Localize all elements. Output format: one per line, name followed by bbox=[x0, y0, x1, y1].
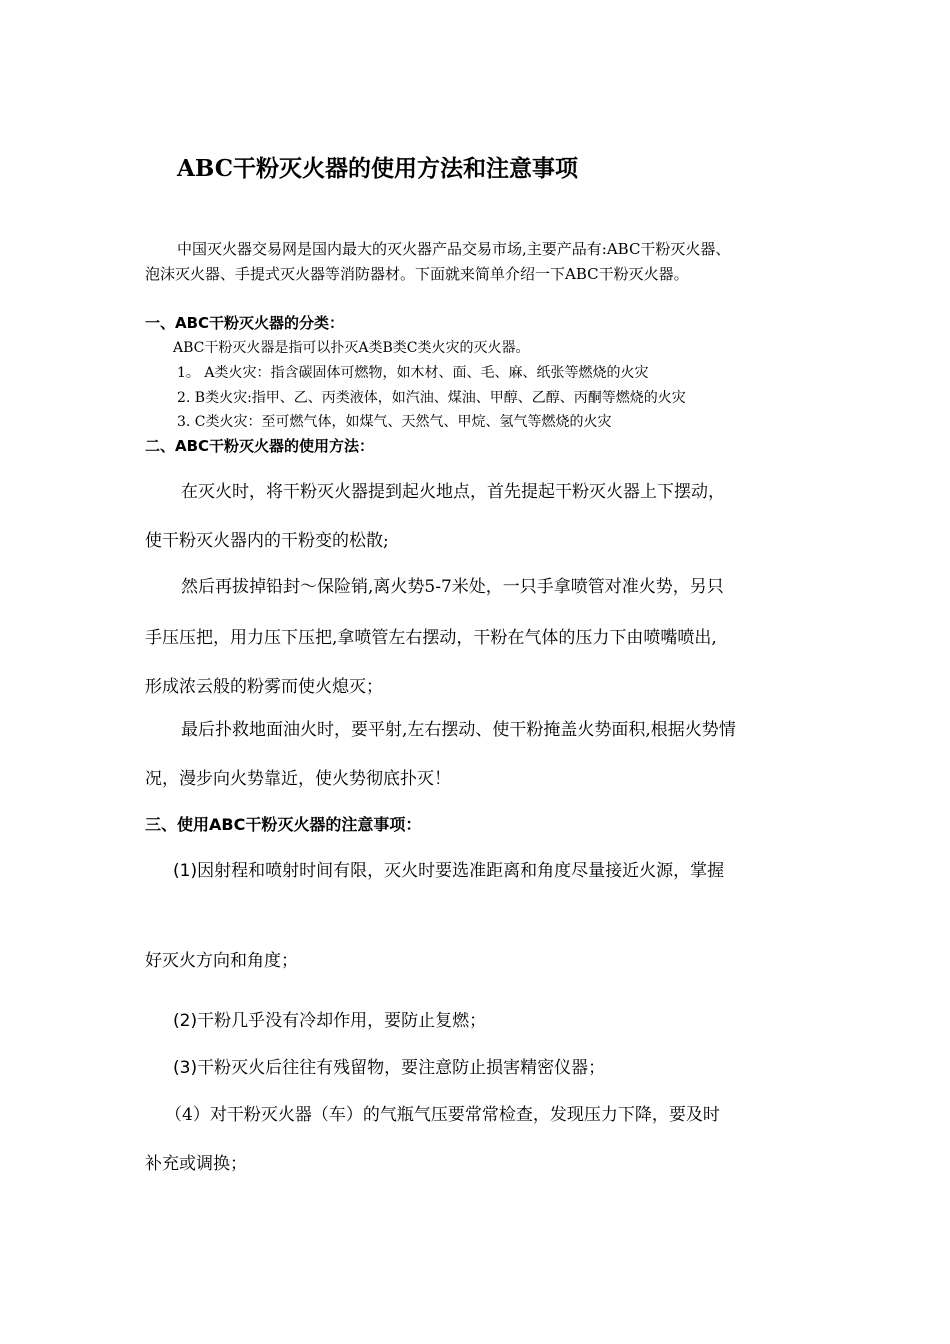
usage-line-5: 形成浓云般的粉雾而使火熄灭； bbox=[145, 677, 383, 697]
fire-class-a: 1。 A类火灾：指含碳固体可燃物，如木材、面、毛、麻、纸张等燃烧的火灾 bbox=[177, 365, 649, 381]
usage-line-4: 手压压把，用力压下压把,拿喷管左右摆动，干粉在气体的压力下由喷嘴喷出, bbox=[145, 628, 717, 648]
intro-line-1: 中国灭火器交易网是国内最大的灭火器产品交易市场,主要产品有:ABC干粉灭火器、 bbox=[177, 240, 731, 258]
precaution-2 bbox=[173, 1013, 486, 1030]
precaution-number: （4） bbox=[165, 1105, 210, 1125]
section-1-desc: ABC干粉灭火器是指可以扑灭A类B类C类火灾的灭火器。 bbox=[173, 340, 530, 356]
intro-line-2: 泡沫灭火器、手提式灭火器等消防器材。下面就来简单介绍一下ABC干粉灭火器。 bbox=[145, 265, 689, 283]
precaution-4-continued: 补充或调换； bbox=[145, 1154, 247, 1174]
usage-line-1: 在灭火时，将干粉灭火器提到起火地点，首先提起干粉灭火器上下摆动， bbox=[181, 482, 725, 502]
precaution-text: 干粉灭火后往往有残留物，要注意防止损害精密仪器； bbox=[197, 1058, 606, 1078]
section-3-heading: 三、使用ABC干粉灭火器的注意事项： bbox=[145, 815, 422, 834]
fire-class-b: 2. B类火灾:指甲、乙、丙类液体，如汽油、煤油、甲醇、乙醇、丙酮等燃烧的火灾 bbox=[177, 390, 686, 406]
precaution-3 bbox=[173, 1060, 605, 1077]
fire-class-c: 3. C类火灾：至可燃气体，如煤气、天然气、甲烷、氢气等燃烧的火灾 bbox=[177, 414, 612, 430]
precaution-number: (2) bbox=[173, 1011, 198, 1031]
usage-line-2: 使干粉灭火器内的干粉变的松散; bbox=[145, 531, 389, 551]
usage-line-7: 况，漫步向火势靠近，使火势彻底扑灭！ bbox=[145, 769, 451, 789]
precaution-number: (1) bbox=[173, 861, 198, 881]
section-1-heading: 一、ABC干粉灭火器的分类： bbox=[145, 314, 345, 332]
usage-line-3: 然后再拔掉铅封～保险销,离火势5-7米处，一只手拿喷管对准火势，另只 bbox=[181, 577, 724, 597]
precaution-text: 干粉几乎没有冷却作用，要防止复燃； bbox=[197, 1011, 487, 1031]
precaution-1-continued: 好灭火方向和角度； bbox=[145, 951, 298, 971]
precaution-text: 对干粉灭火器（车）的气瓶气压要常常检查，发现压力下降，要及时 bbox=[209, 1105, 720, 1125]
usage-line-6: 最后扑救地面油火时，要平射,左右摆动、使干粉掩盖火势面积,根据火势情 bbox=[181, 720, 736, 740]
precaution-4 bbox=[165, 1107, 720, 1124]
section-2-heading: 二、ABC干粉灭火器的使用方法： bbox=[145, 437, 375, 455]
precaution-number: (3) bbox=[173, 1058, 198, 1078]
page-title: ABC干粉灭火器的使用方法和注意事项 bbox=[177, 155, 579, 182]
precaution-1 bbox=[173, 863, 724, 880]
precaution-text: 因射程和喷射时间有限，灭火时要选准距离和角度尽量接近火源，掌握 bbox=[197, 861, 725, 881]
